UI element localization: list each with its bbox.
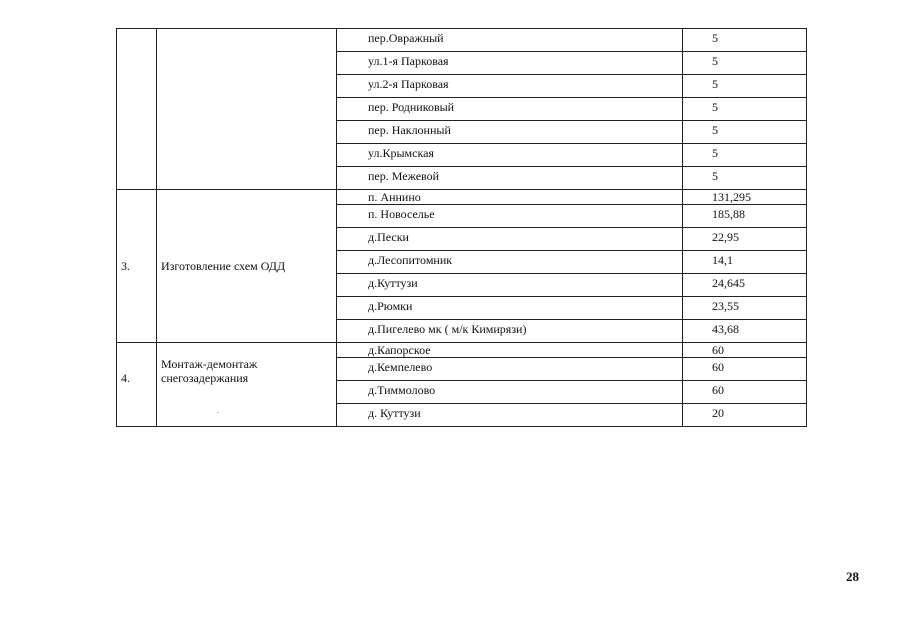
value-cell: 185,88 xyxy=(683,205,807,228)
location-cell: д.Куттузи xyxy=(337,274,683,297)
item-number-cell: 3. xyxy=(117,190,157,343)
scan-speck xyxy=(217,412,219,413)
value-cell: 5 xyxy=(683,75,807,98)
location-cell: д.Тиммолово xyxy=(337,381,683,404)
works-table xyxy=(116,28,807,427)
location-cell: ул.1-я Парковая xyxy=(337,52,683,75)
location-cell: п. Новоселье xyxy=(337,205,683,228)
location-cell: пер.Овражный xyxy=(337,29,683,52)
value-cell: 43,68 xyxy=(683,320,807,343)
table-row xyxy=(117,29,807,52)
work-cell: Монтаж-демонтаж снегозадержания xyxy=(157,343,337,427)
work-cell: Изготовление схем ОДД xyxy=(157,190,337,343)
location-cell: пер. Наклонный xyxy=(337,121,683,144)
value-cell: 131,295 xyxy=(683,190,807,205)
location-cell: д. Куттузи xyxy=(337,404,683,427)
location-cell: д.Лесопитомник xyxy=(337,251,683,274)
location-cell: д.Пигелево мк ( м/к Кимирязи) xyxy=(337,320,683,343)
location-cell: ул.2-я Парковая xyxy=(337,75,683,98)
work-cell xyxy=(157,29,337,190)
location-cell: пер. Родниковый xyxy=(337,98,683,121)
value-cell: 14,1 xyxy=(683,251,807,274)
value-cell: 20 xyxy=(683,404,807,427)
value-cell: 5 xyxy=(683,98,807,121)
location-cell: п. Аннино xyxy=(337,190,683,205)
location-cell: д.Рюмки xyxy=(337,297,683,320)
value-cell: 60 xyxy=(683,358,807,381)
value-cell: 22,95 xyxy=(683,228,807,251)
location-cell: д.Пески xyxy=(337,228,683,251)
location-cell: д.Капорское xyxy=(337,343,683,358)
value-cell: 5 xyxy=(683,167,807,190)
item-number-cell xyxy=(117,29,157,190)
location-cell: д.Кемпелево xyxy=(337,358,683,381)
value-cell: 60 xyxy=(683,381,807,404)
value-cell: 60 xyxy=(683,343,807,358)
table-row xyxy=(117,343,807,358)
value-cell: 5 xyxy=(683,144,807,167)
item-number-cell: 4. xyxy=(117,343,157,427)
table-row xyxy=(117,190,807,205)
location-cell: пер. Межевой xyxy=(337,167,683,190)
value-cell: 5 xyxy=(683,52,807,75)
value-cell: 5 xyxy=(683,29,807,52)
value-cell: 24,645 xyxy=(683,274,807,297)
value-cell: 23,55 xyxy=(683,297,807,320)
page-number: 28 xyxy=(846,569,859,584)
value-cell: 5 xyxy=(683,121,807,144)
location-cell: ул.Крымская xyxy=(337,144,683,167)
